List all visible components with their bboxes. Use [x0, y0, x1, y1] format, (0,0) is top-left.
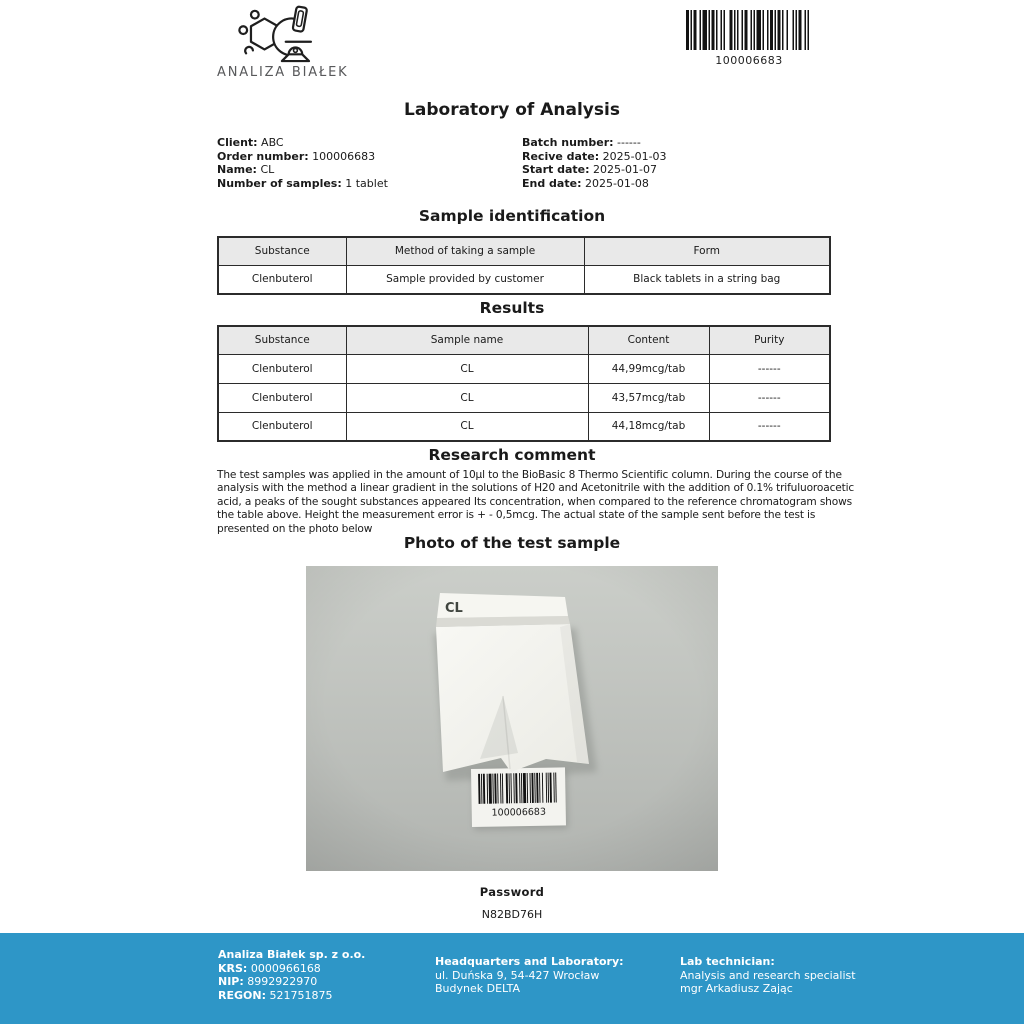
header-barcode: [686, 10, 812, 67]
table-cell: CL: [346, 354, 588, 383]
table-row: [218, 412, 830, 441]
results-table: [217, 325, 831, 442]
section-heading-results: Results: [479, 299, 545, 317]
photo-barcode-number: 100006683: [491, 806, 547, 819]
table-cell: 44,18mcg/tab: [588, 412, 709, 441]
password-label: Password: [479, 885, 545, 899]
table-row: [218, 265, 830, 294]
label-value-line: Number of samples: 1 tablet: [217, 176, 388, 190]
table-cell: Clenbuterol: [218, 265, 346, 294]
logo: [217, 5, 349, 80]
sample-photo: [306, 566, 718, 871]
column-header: Substance: [218, 237, 346, 265]
label-value-line: KRS: 0000966168: [218, 961, 321, 975]
footer: [0, 933, 1024, 1024]
order-info: [0, 136, 1024, 196]
footer-technician-info: [680, 969, 856, 996]
barcode-image: [686, 10, 812, 50]
table-row: [218, 354, 830, 383]
section-heading-sample-identification: Sample identification: [418, 207, 606, 225]
text-line: ul. Duńska 9, 54-427 Wrocław: [435, 968, 600, 982]
table-cell: ------: [709, 412, 830, 441]
text-line: mgr Arkadiusz Zając: [680, 982, 793, 995]
logo-icon: [235, 5, 323, 63]
table-row: [218, 383, 830, 412]
column-header: Substance: [218, 326, 346, 354]
column-header: Form: [584, 237, 830, 265]
table-header-row: [218, 237, 830, 265]
label-value-line: Recive date: 2025-01-03: [522, 149, 667, 163]
table-cell: CL: [346, 383, 588, 412]
page-title: Laboratory of Analysis: [404, 100, 620, 120]
table-cell: 44,99mcg/tab: [588, 354, 709, 383]
label-value-line: NIP: 8992922970: [218, 975, 318, 988]
photo-barcode-label: [471, 767, 568, 830]
sample-identification-table: [217, 236, 831, 295]
footer-company-name: Analiza Białek sp. z o.o.: [218, 948, 366, 961]
sample-photo-image: [306, 566, 718, 871]
footer-headquarters-address: [435, 969, 624, 996]
section-heading-research-comment: Research comment: [428, 446, 596, 464]
text-line: Analysis and research specialist: [680, 968, 856, 982]
table-cell: Black tablets in a string bag: [584, 265, 830, 294]
footer-headquarters-title: Headquarters and Laboratory:: [435, 955, 624, 968]
research-comment-text: The test samples was applied in the amount of 10μl to the BioBasic 8 Thermo Scientific column. During the course of the analysis with the method a linear gradient in the solutions of H20 and Acetonitrile with the addition of 0.1% trifuluoroacetic acid, a peaks of the sought substances appeared Its concentration, when compared to the reference chromatogram shows the table above. Height the measurement error is + - 0,5mcg. The actual state of the sample sent before the test is presented on the photo below: [217, 469, 855, 535]
section-heading-photo: Photo of the test sample: [403, 534, 621, 552]
column-header: Purity: [709, 326, 830, 354]
label-value-line: Name: CL: [217, 163, 275, 176]
table-header-row: [218, 326, 830, 354]
table-cell: ------: [709, 354, 830, 383]
table-cell: Clenbuterol: [218, 383, 346, 412]
password-value: N82BD76H: [481, 908, 543, 921]
password-section: [0, 885, 1024, 921]
order-info-left: [217, 136, 388, 190]
table-cell: Clenbuterol: [218, 354, 346, 383]
label-value-line: REGON: 521751875: [218, 988, 333, 1002]
footer-company-registry: [218, 962, 365, 1003]
footer-technician-title: Lab technician:: [680, 955, 775, 968]
barcode-number: 100006683: [715, 54, 783, 67]
label-value-line: Batch number: ------: [522, 136, 641, 149]
table-cell: 43,57mcg/tab: [588, 383, 709, 412]
table-cell: ------: [709, 383, 830, 412]
footer-company: [218, 948, 365, 1002]
column-header: Sample name: [346, 326, 588, 354]
table-cell: Sample provided by customer: [346, 265, 584, 294]
logo-text: ANALIZA BIAŁEK: [217, 65, 349, 80]
table-cell: Clenbuterol: [218, 412, 346, 441]
table-cell: CL: [346, 412, 588, 441]
text-line: Budynek DELTA: [435, 982, 521, 995]
label-value-line: End date: 2025-01-08: [522, 176, 649, 190]
label-value-line: Order number: 100006683: [217, 149, 376, 163]
order-info-right: [522, 136, 667, 190]
label-value-line: Client: ABC: [217, 136, 284, 149]
envelope-label: CL: [445, 601, 463, 616]
column-header: Method of taking a sample: [346, 237, 584, 265]
column-header: Content: [588, 326, 709, 354]
label-value-line: Start date: 2025-01-07: [522, 163, 657, 176]
footer-headquarters: [435, 955, 624, 996]
footer-technician: [680, 955, 856, 996]
